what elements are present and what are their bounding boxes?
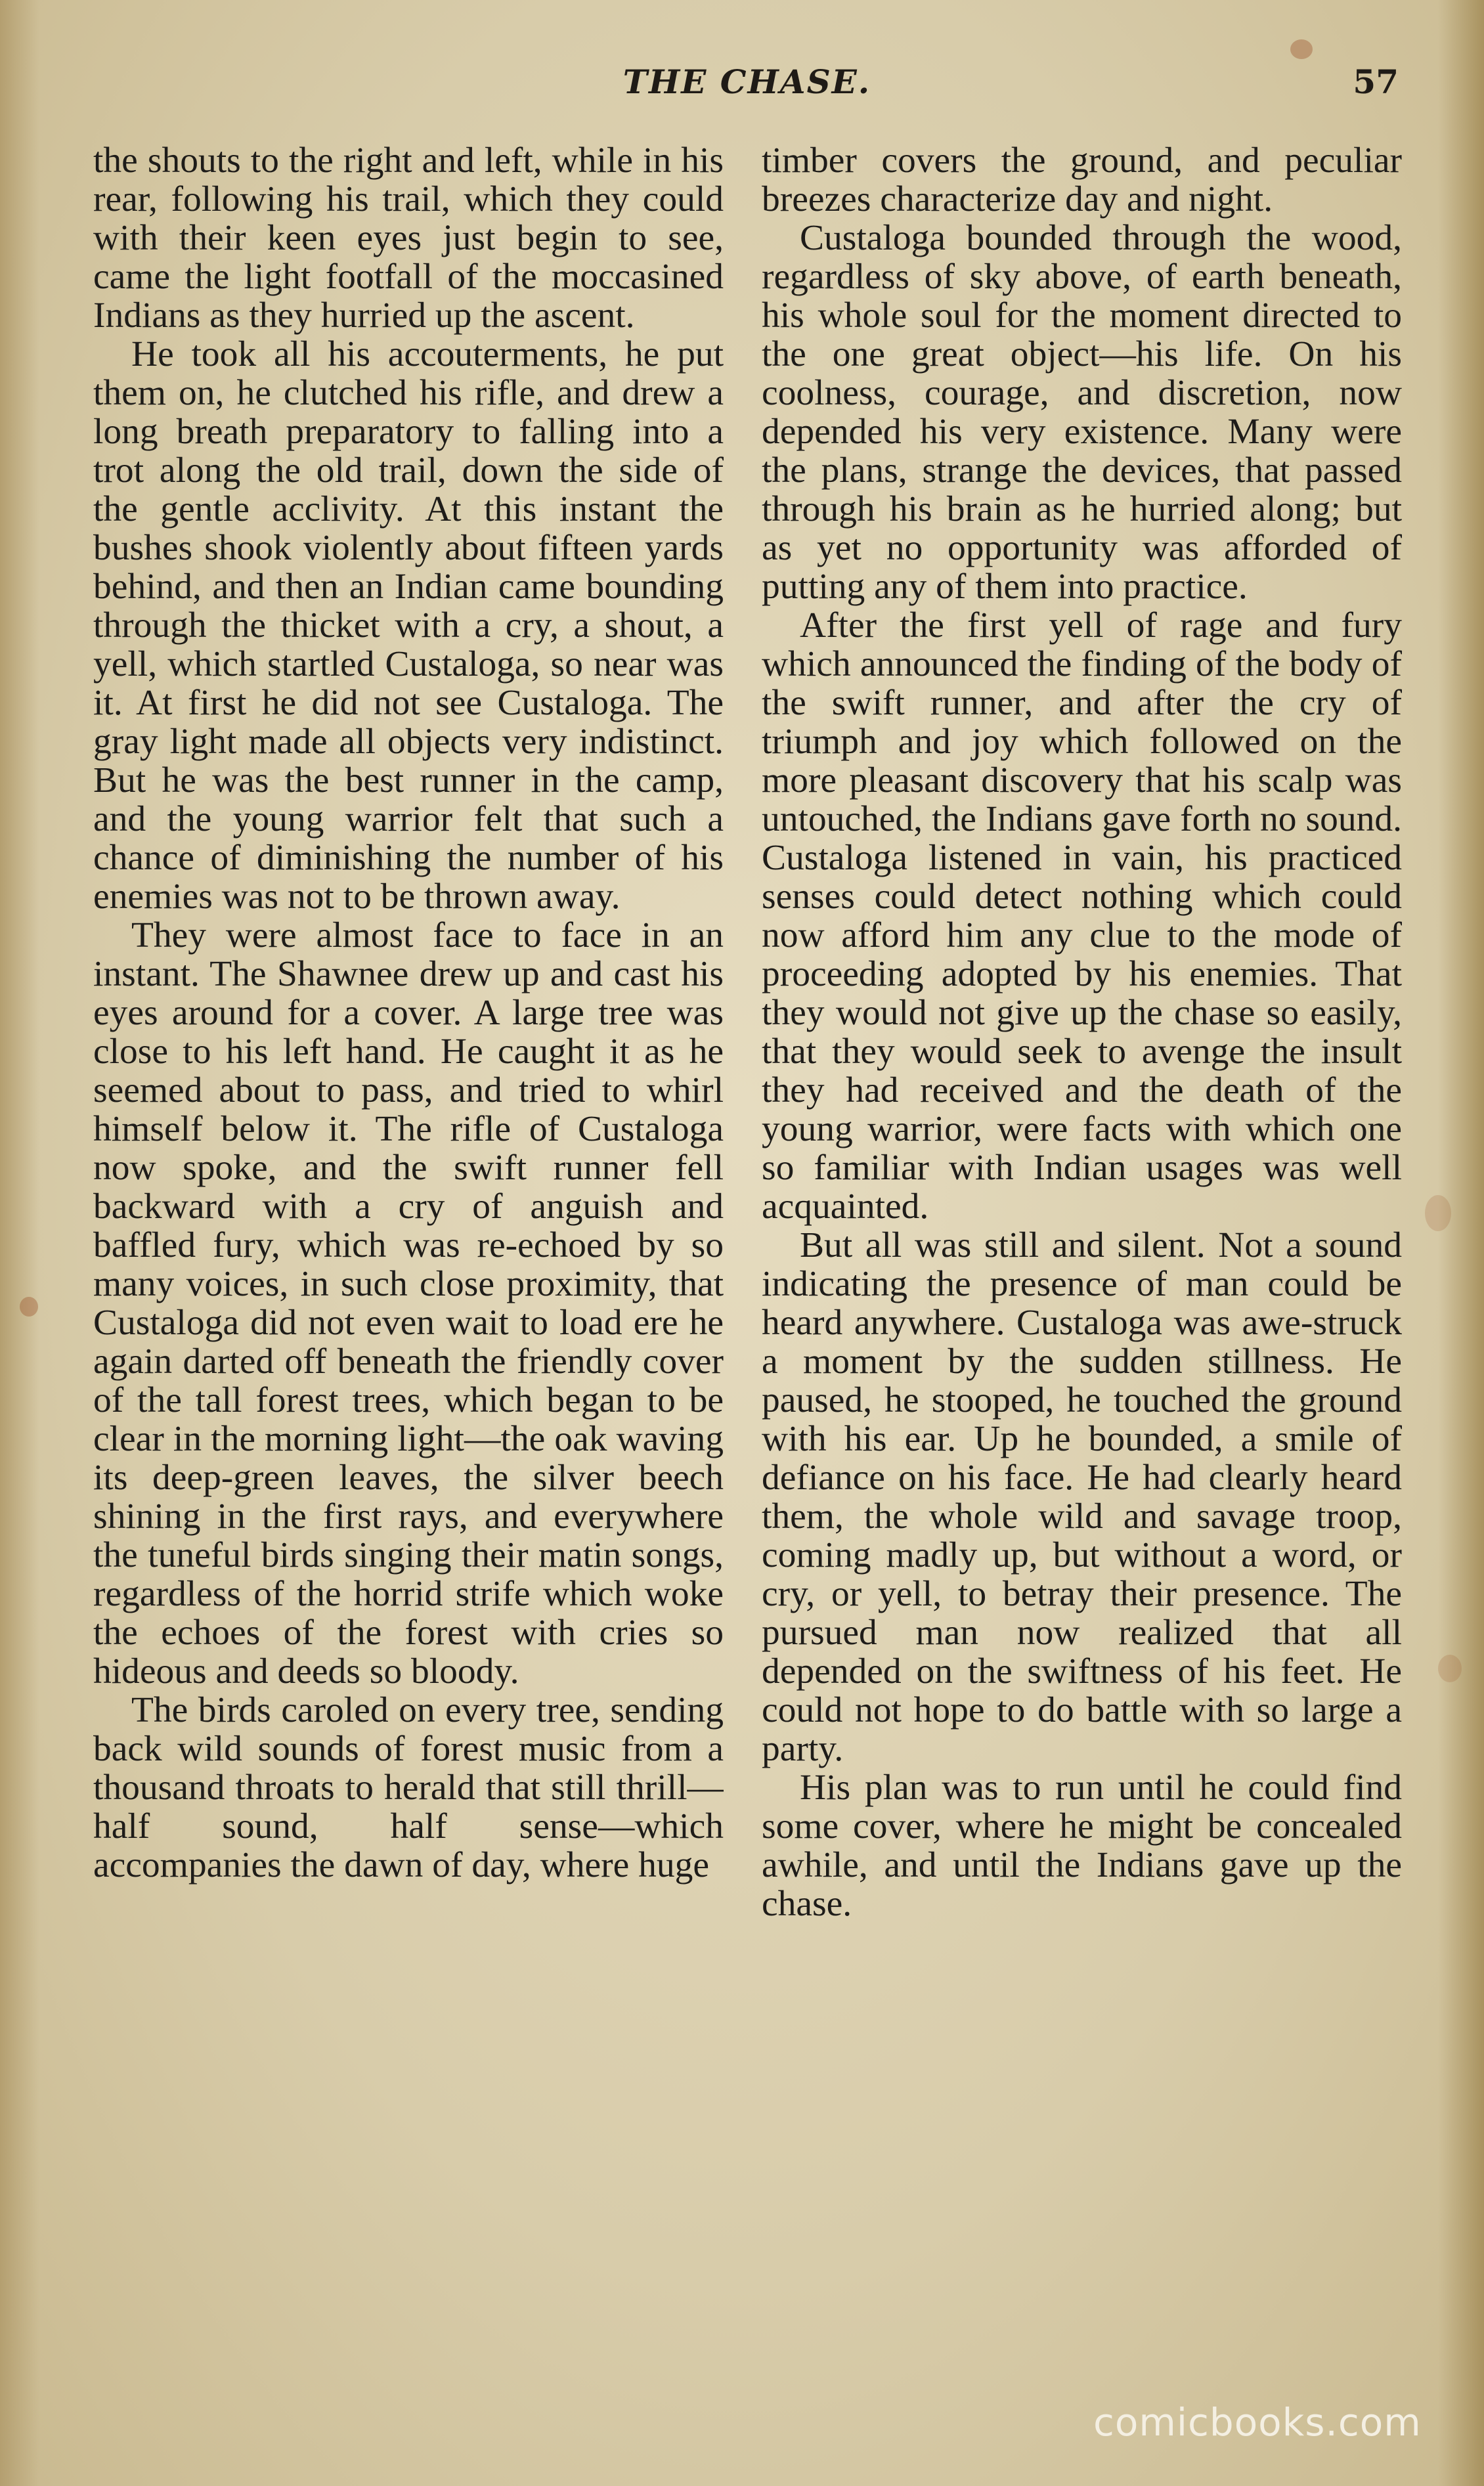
paragraph: They were almost face to face in an instant. The Shawnee drew up and cast his eyes around for a cover. A large tree was close to his left hand. He caught it as he seemed about to pass, and tried to whirl himself below it. The rifle of Custaloga now spoke, and the swift runner fell backward with a cry of anguish and baffled fury, which was re-echoed by so many voices, in such close proximity, that Custaloga did not even wait to load ere he again darted off beneath the friendly cover of the tall forest trees, which began to be clear in the morning light—the oak waving its deep-green leaves, the silver beech shining in the first rays, and everywhere the tuneful birds singing their matin songs, regardless of the horrid strife which woke the echoes of the forest with cries so hideous and deeds so bloody. [93, 915, 724, 1691]
foxing-stain [20, 1297, 38, 1317]
page-edge-left [0, 0, 39, 2486]
page-edge-right [1438, 0, 1484, 2486]
paragraph: His plan was to run until he could find some cover, where he might be concealed awhile, and until the Indians gave up the chase. [762, 1768, 1402, 1924]
paragraph: the shouts to the right and left, while in his rear, following his trail, which they could with their keen eyes just begin to see, came the light footfall of the moccasined Indians as they hurried up the ascent. [93, 141, 724, 336]
text-column-left [93, 141, 724, 2334]
paragraph: Custaloga bounded through the wood, regardless of sky above, of earth beneath, his whole soul for the moment directed to the one great object—his life. On his coolness, courage, and discretion, now depended his very existence. Many were the plans, strange the devices, that passed through his brain as he hurried along; but as yet no opportunity was afforded of putting any of them into practice. [762, 218, 1402, 607]
paragraph: After the first yell of rage and fury which announced the finding of the body of the swift runner, and after the cry of triumph and joy which followed on the more pleasant discovery that his scalp was untouched, the Indians gave forth no sound. Custaloga listened in vain, his practiced senses could detect nothing which could now afford him any clue to the mode of proceeding adopted by his enemies. That they would not give up the chase so easily, that they would seek to avenge the insult they had received and the death of the young warrior, were facts with which one so familiar with Indian usages was well acquainted. [762, 605, 1402, 1227]
running-head: THE CHASE. [622, 62, 871, 101]
paragraph: He took all his accouterments, he put them on, he clutched his rifle, and drew a long breath preparatory to falling into a trot along the old trail, down the side of the gentle acclivity. At this instant the bushes shook violently about fifteen yards behind, and then an Indian came bounding through the thicket with a cry, a shout, a yell, which startled Custaloga, so near was it. At first he did not see Custaloga. The gray light made all objects very indistinct. But he was the best runner in the camp, and the young warrior felt that such a chance of diminishing the number of his enemies was not to be thrown away. [93, 334, 724, 917]
paragraph: timber covers the ground, and peculiar breezes characterize day and night. [762, 141, 1402, 219]
text-column-right [762, 141, 1402, 2334]
foxing-stain [1438, 1655, 1462, 1682]
page-header [95, 62, 1399, 121]
foxing-stain [1290, 39, 1313, 59]
foxing-stain [1425, 1195, 1451, 1231]
paragraph: The birds caroled on every tree, sending back wild sounds of forest music from a thousand throats to herald that still thrill—half sound, half sense—which accompanies the dawn of day, where huge [93, 1690, 724, 1885]
page-number: 57 [1353, 62, 1399, 101]
paragraph: But all was still and silent. Not a sound indicating the presence of man could be heard anywhere. Custaloga was awe-struck a moment by the sudden stillness. He paused, he stooped, he touched the ground with his ear. Up he bounded, a smile of defiance on his face. He had clearly heard them, the whole wild and savage troop, coming madly up, but without a word, or cry, or yell, to betray their presence. The pursued man now realized that all depended on the swiftness of his feet. He could not hope to do battle with so large a party. [762, 1225, 1402, 1769]
watermark: comicbooks.com [1093, 2400, 1422, 2445]
